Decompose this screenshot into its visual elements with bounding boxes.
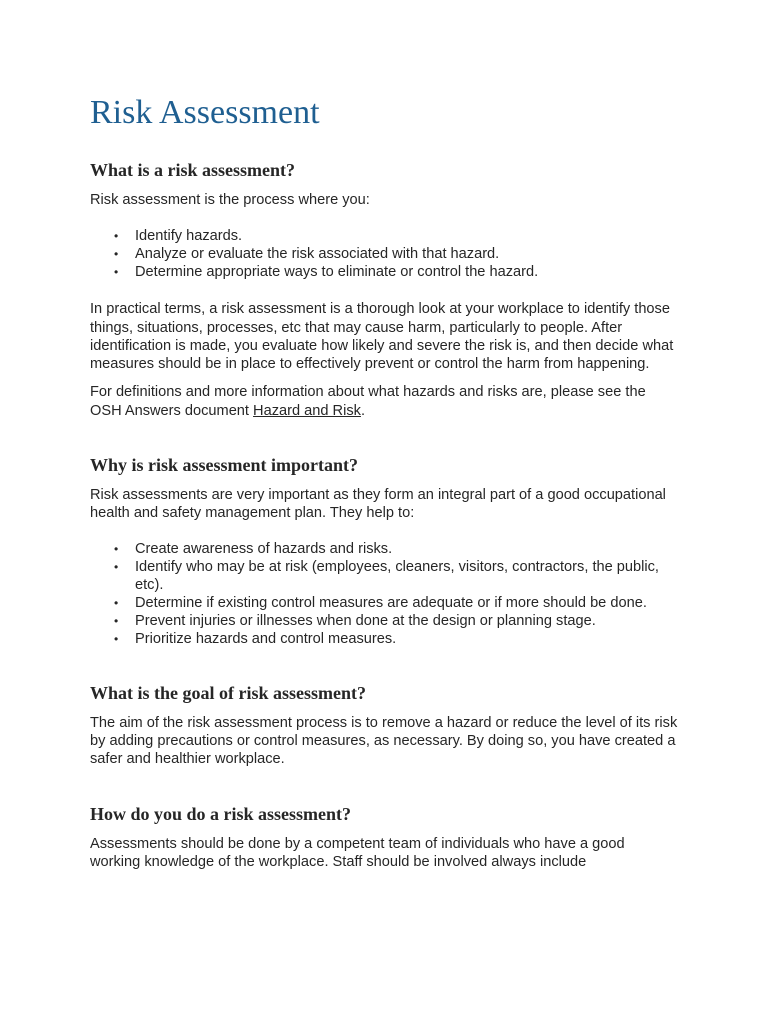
list-item: • Determine appropriate ways to eliminate or control the hazard. [135,263,678,281]
list-item: • Analyze or evaluate the risk associated with that hazard. [135,245,678,263]
section-heading-what: What is a risk assessment? [90,160,296,180]
section-heading-goal: What is the goal of risk assessment? [90,682,367,703]
list-item: • Prevent injuries or illnesses when done at the design or planning stage. [135,612,678,630]
paragraph-goal: The aim of the risk assessment process is to remove a hazard or reduce the level of its risk by adding precautions or control measures, as necessary. By doing so, you have created a safer and healthier workplace. [90,714,678,768]
list-item: • Identify hazards. [135,227,678,245]
list-item: • Create awareness of hazards and risks. [135,540,678,558]
process-list [90,227,678,281]
list-item: • Prioritize hazards and control measures. [135,630,678,648]
hazard-and-risk-link[interactable]: Hazard and Risk [253,402,361,419]
definitions-suffix: . [360,402,365,419]
benefits-list [90,540,678,648]
paragraph-practical-terms: In practical terms, a risk assessment is a thorough look at your workplace to identify those things, situations, processes, etc that may cause harm, particularly to people. After identification is made, you evaluate how likely and severe the risk is, and then decide what measures should be in place to effectively prevent or control the harm from happening. [90,301,674,373]
list-item: • Determine if existing control measures are adequate or if more should be done. [135,594,678,612]
definitions-text: For definitions and more information about what hazards and risks are, please see the OSH Answers document [90,384,646,419]
section-heading-why: Why is risk assessment important? [90,455,359,476]
paragraph-definitions [90,383,678,420]
page-title: Risk Assessment [90,94,320,131]
paragraph-process-intro: Risk assessment is the process where you: [90,192,370,208]
paragraph-why-intro: Risk assessments are very important as they form an integral part of a good occupational health and safety management plan. They help to: [90,487,666,522]
paragraph-how: Assessments should be done by a competent team of individuals who have a good working knowledge of the workplace. Staff should be involved always include [90,835,625,870]
section-heading-how: How do you do a risk assessment? [90,803,352,824]
list-item: • Identify who may be at risk (employees, cleaners, visitors, contractors, the public, etc). [135,558,678,594]
